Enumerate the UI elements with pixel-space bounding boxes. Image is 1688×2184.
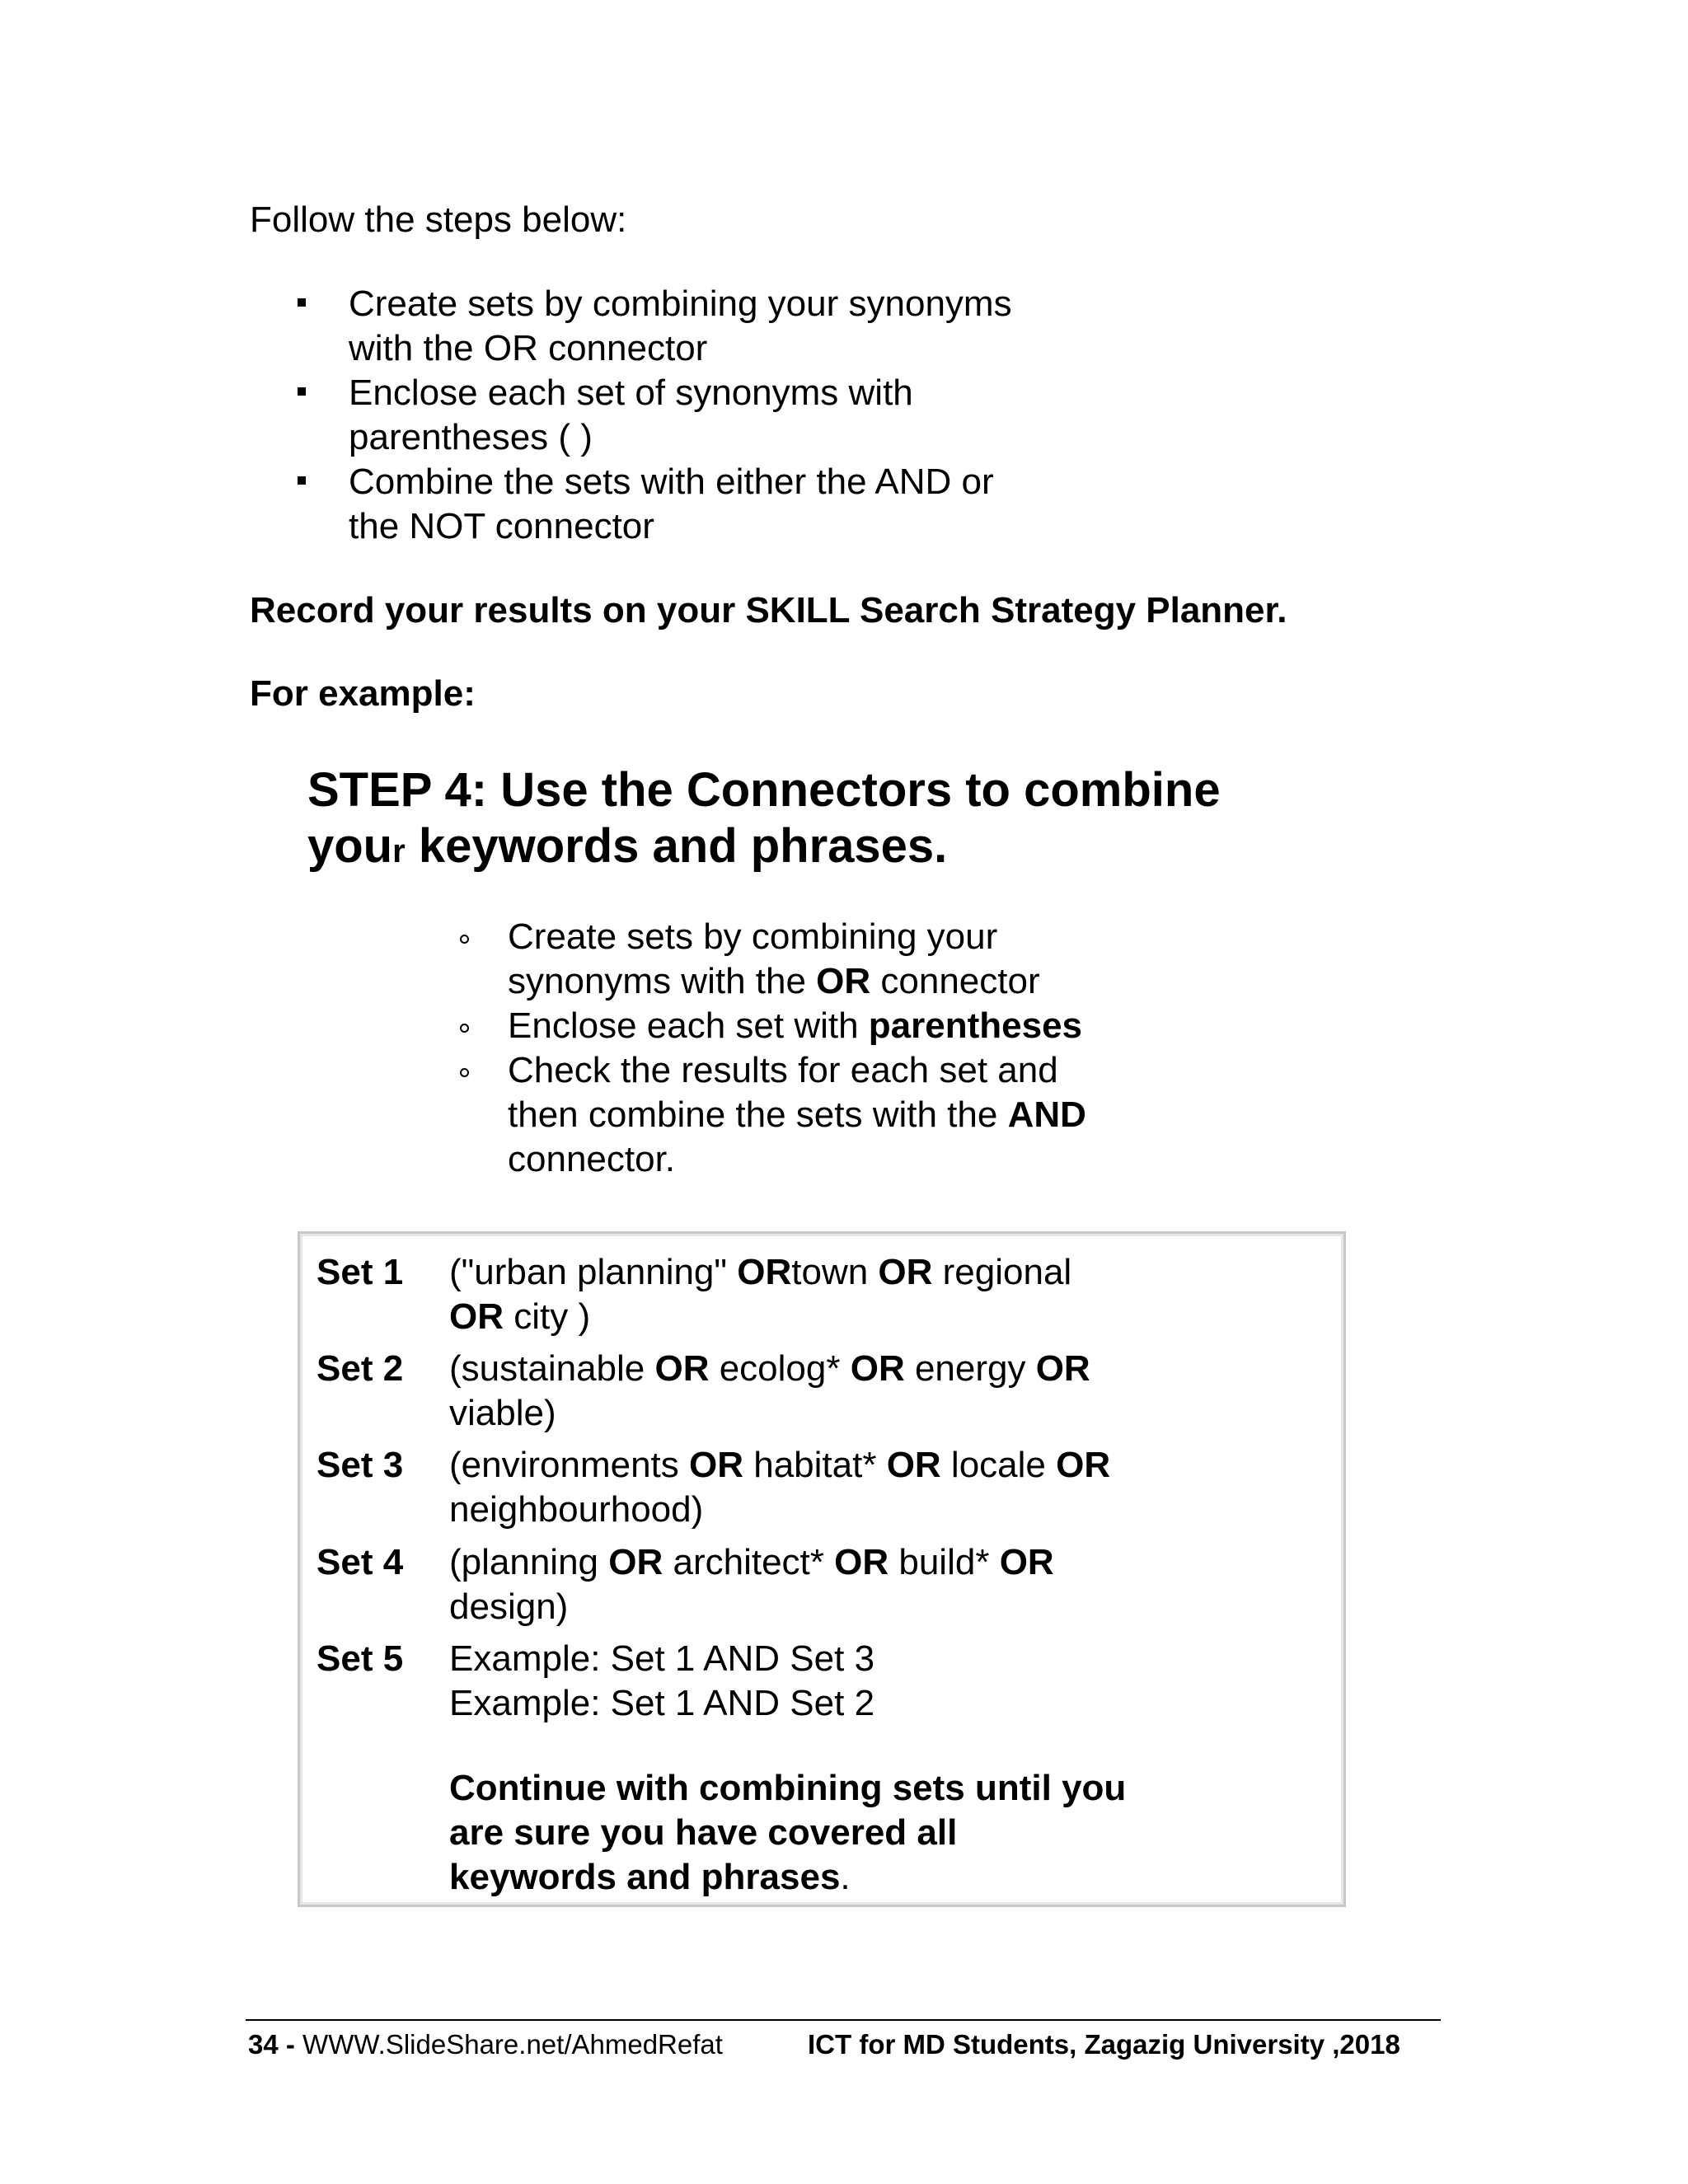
set-query: (planning OR architect* OR build* OR design) — [449, 1542, 1054, 1627]
list-item: Enclose each set with parentheses — [457, 1004, 1198, 1048]
list-item: Combine the sets with either the AND or the NOT connector — [250, 460, 1156, 549]
footer-site-link[interactable]: WWW.SlideShare.net/AhmedRefat — [294, 2029, 723, 2060]
set-label: Set 4 — [316, 1542, 404, 1582]
footer-page-site — [248, 2026, 723, 2064]
footer-divider — [246, 2019, 1441, 2021]
list-item: Create sets by combining your synonyms with the OR connector — [457, 915, 1198, 1004]
list-item: Enclose each set of synonyms with parentheses ( ) — [250, 371, 1156, 460]
set-label: Set 3 — [316, 1445, 404, 1485]
step4-heading: STEP 4: Use the Connectors to combine your keywords and phrases. — [307, 763, 1221, 873]
page-number: 34 - — [248, 2029, 295, 2060]
example-label: For example: — [250, 673, 476, 714]
footer-course: ICT for MD Students, Zagazig University ,2018 — [808, 2029, 1400, 2060]
step4-bullets — [457, 915, 1198, 1182]
list-item: Create sets by combining your synonyms with the OR connector — [250, 282, 1156, 371]
set-query: ("urban planning" ORtown OR regional OR city ) — [449, 1252, 1072, 1337]
set-label: Set 2 — [316, 1348, 404, 1389]
list-item: Check the results for each set and then combine the sets with the AND connector. — [457, 1048, 1198, 1182]
sets-box: Set 1 ("urban planning" ORtown OR regional OR city ) Set 2 (sustainable OR ecolog* OR energy OR viable) Set 3 (environments OR habitat* OR locale OR neighbourhood) Set 4 (planning OR architect* OR build* OR design) Set 5 Example: Set 1 AND Set 3 Example: Set 1 AND Set 2 Continue with combining sets until you are sure you have covered all keywords and phrases. — [298, 1231, 1346, 1907]
circle-bullet-icon — [460, 1024, 469, 1033]
square-bullet-icon — [298, 387, 306, 396]
circle-bullet-icon — [460, 1068, 469, 1077]
record-instruction: Record your results on your SKILL Search Strategy Planner. — [250, 590, 1287, 630]
set-label: Set 1 — [316, 1252, 404, 1292]
set-query: (sustainable OR ecolog* OR energy OR viable) — [449, 1348, 1090, 1433]
set-query: (environments OR habitat* OR locale OR neighbourhood) — [449, 1445, 1111, 1530]
set-query: Example: Set 1 AND Set 3 Example: Set 1 AND Set 2 — [449, 1638, 875, 1723]
circle-bullet-icon — [460, 935, 469, 944]
square-bullet-icon — [298, 298, 306, 307]
steps-list — [250, 282, 1156, 549]
set-label: Set 5 — [316, 1638, 404, 1679]
square-bullet-icon — [298, 476, 306, 485]
intro-text: Follow the steps below: — [250, 199, 627, 240]
